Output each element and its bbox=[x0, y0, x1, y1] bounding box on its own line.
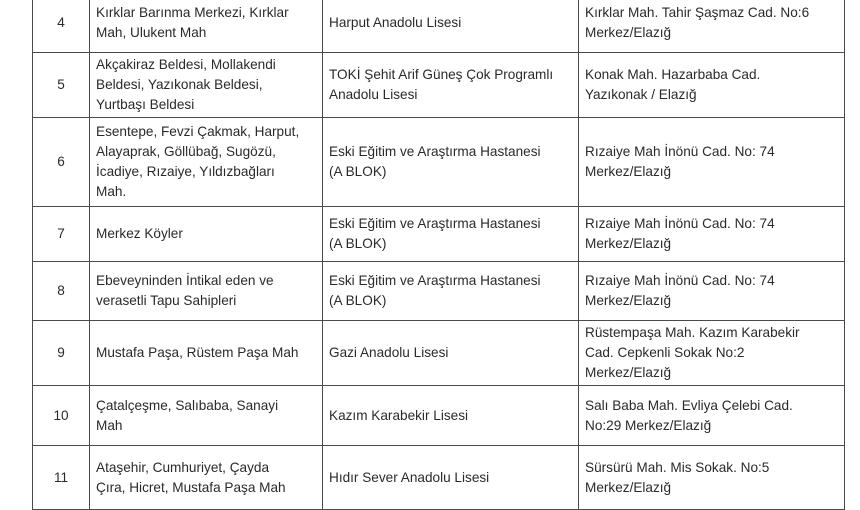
row-number-text: 4 bbox=[57, 14, 65, 30]
address-line: Rızaiye Mah İnönü Cad. No: 74 bbox=[585, 273, 775, 288]
school-line: TOKİ Şehit Arif Güneş Çok Programlı bbox=[329, 67, 554, 82]
school-line: (A BLOK) bbox=[329, 293, 387, 308]
area-line: Mah. bbox=[96, 184, 127, 199]
row-number bbox=[33, 0, 90, 53]
address-line: Rızaiye Mah İnönü Cad. No: 74 bbox=[585, 216, 775, 231]
school-line: Anadolu Lisesi bbox=[329, 87, 418, 102]
row-number bbox=[33, 386, 90, 446]
row-number-text: 10 bbox=[53, 407, 69, 423]
area-line: Kırklar Barınma Merkezi, Kırklar bbox=[96, 4, 289, 20]
address-line: Rüstempaşa Mah. Kazım Karabekir bbox=[585, 325, 800, 340]
area-line: Çıra, Hicret, Mustafa Paşa Mah bbox=[96, 479, 286, 495]
area-line: Esentepe, Fevzi Çakmak, Harput, bbox=[96, 124, 300, 139]
address-cell bbox=[579, 262, 845, 321]
address-line: Rızaiye Mah İnönü Cad. No: 74 bbox=[585, 144, 775, 159]
row-number-text: 8 bbox=[57, 283, 65, 298]
neighborhoods-cell bbox=[90, 446, 323, 510]
address-cell bbox=[579, 118, 845, 207]
row-number bbox=[33, 207, 90, 262]
address-line: Cad. Cepkenli Sokak No:2 bbox=[585, 345, 745, 360]
address-line: Merkez/Elazığ bbox=[585, 365, 672, 380]
school-line: Eski Eğitim ve Araştırma Hastanesi bbox=[329, 216, 541, 231]
school-cell bbox=[323, 386, 579, 446]
address-line: Merkez/Elazığ bbox=[585, 293, 672, 308]
area-line: Yurtbaşı Beldesi bbox=[96, 97, 195, 112]
address-line: Salı Baba Mah. Evliya Çelebi Cad. bbox=[585, 397, 793, 413]
school-cell bbox=[323, 446, 579, 510]
address-cell bbox=[579, 207, 845, 262]
row-number bbox=[33, 321, 90, 386]
row-number-text: 9 bbox=[57, 345, 65, 360]
row-number bbox=[33, 446, 90, 510]
area-line: Ebeveyninden İntikal eden ve bbox=[96, 273, 274, 288]
address-line: Merkez/Elazığ bbox=[585, 236, 672, 251]
table-row bbox=[33, 207, 845, 262]
table-row bbox=[33, 53, 845, 118]
neighborhoods-cell bbox=[90, 262, 323, 321]
school-cell bbox=[323, 0, 579, 53]
address-line: Merkez/Elazığ bbox=[585, 479, 672, 495]
school-line: Eski Eğitim ve Araştırma Hastanesi bbox=[329, 144, 541, 159]
school-line: Harput Anadolu Lisesi bbox=[329, 14, 462, 30]
address-cell bbox=[579, 53, 845, 118]
address-line: Merkez/Elazığ bbox=[585, 24, 672, 40]
row-number bbox=[33, 53, 90, 118]
school-line: Hıdır Sever Anadolu Lisesi bbox=[329, 469, 490, 485]
school-line: Gazi Anadolu Lisesi bbox=[329, 345, 449, 360]
school-cell bbox=[323, 118, 579, 207]
area-line: Mustafa Paşa, Rüstem Paşa Mah bbox=[96, 345, 299, 360]
area-line: Ataşehir, Cumhuriyet, Çayda bbox=[96, 459, 270, 475]
address-cell bbox=[579, 446, 845, 510]
table-row bbox=[33, 0, 845, 53]
row-number bbox=[33, 118, 90, 207]
area-line: verasetli Tapu Sahipleri bbox=[96, 293, 237, 308]
address-line: Yazıkonak / Elazığ bbox=[585, 87, 697, 102]
area-line: İcadiye, Rızaiye, Yıldızbağları bbox=[96, 164, 275, 179]
area-line: Çatalçeşme, Salıbaba, Sanayi bbox=[96, 397, 279, 413]
address-cell bbox=[579, 0, 845, 53]
area-line: Alayaprak, Göllübağ, Sugözü, bbox=[96, 144, 276, 159]
address-line: Kırklar Mah. Tahir Şaşmaz Cad. No:6 bbox=[585, 4, 810, 20]
address-line: No:29 Merkez/Elazığ bbox=[585, 417, 712, 433]
area-line: Beldesi, Yazıkonak Beldesi, bbox=[96, 77, 263, 92]
school-cell bbox=[323, 207, 579, 262]
table-row bbox=[33, 446, 845, 510]
school-cell bbox=[323, 53, 579, 118]
row-number bbox=[33, 262, 90, 321]
address-cell bbox=[579, 386, 845, 446]
address-line: Sürsürü Mah. Mis Sokak. No:5 bbox=[585, 459, 770, 475]
area-line: Merkez Köyler bbox=[96, 226, 183, 241]
row-number-text: 7 bbox=[57, 226, 65, 241]
area-line: Akçakiraz Beldesi, Mollakendi bbox=[96, 57, 276, 72]
school-line: (A BLOK) bbox=[329, 164, 387, 179]
table-row bbox=[33, 386, 845, 446]
neighborhoods-cell bbox=[90, 53, 323, 118]
school-cell bbox=[323, 262, 579, 321]
row-number-text: 5 bbox=[57, 77, 65, 92]
neighborhoods-cell bbox=[90, 207, 323, 262]
address-cell bbox=[579, 321, 845, 386]
row-number-text: 11 bbox=[53, 469, 69, 485]
table-row bbox=[33, 262, 845, 321]
assignment-table bbox=[32, 0, 845, 510]
area-line: Mah bbox=[96, 417, 123, 433]
school-line: (A BLOK) bbox=[329, 236, 387, 251]
table-row bbox=[33, 321, 845, 386]
address-line: Konak Mah. Hazarbaba Cad. bbox=[585, 67, 761, 82]
neighborhoods-cell bbox=[90, 386, 323, 446]
neighborhoods-cell bbox=[90, 321, 323, 386]
area-line: Mah, Ulukent Mah bbox=[96, 24, 207, 40]
row-number-text: 6 bbox=[57, 154, 65, 169]
school-line: Eski Eğitim ve Araştırma Hastanesi bbox=[329, 273, 541, 288]
neighborhoods-cell bbox=[90, 0, 323, 53]
school-line: Kazım Karabekir Lisesi bbox=[329, 407, 469, 423]
neighborhoods-cell bbox=[90, 118, 323, 207]
school-cell bbox=[323, 321, 579, 386]
address-line: Merkez/Elazığ bbox=[585, 164, 672, 179]
table-row bbox=[33, 118, 845, 207]
